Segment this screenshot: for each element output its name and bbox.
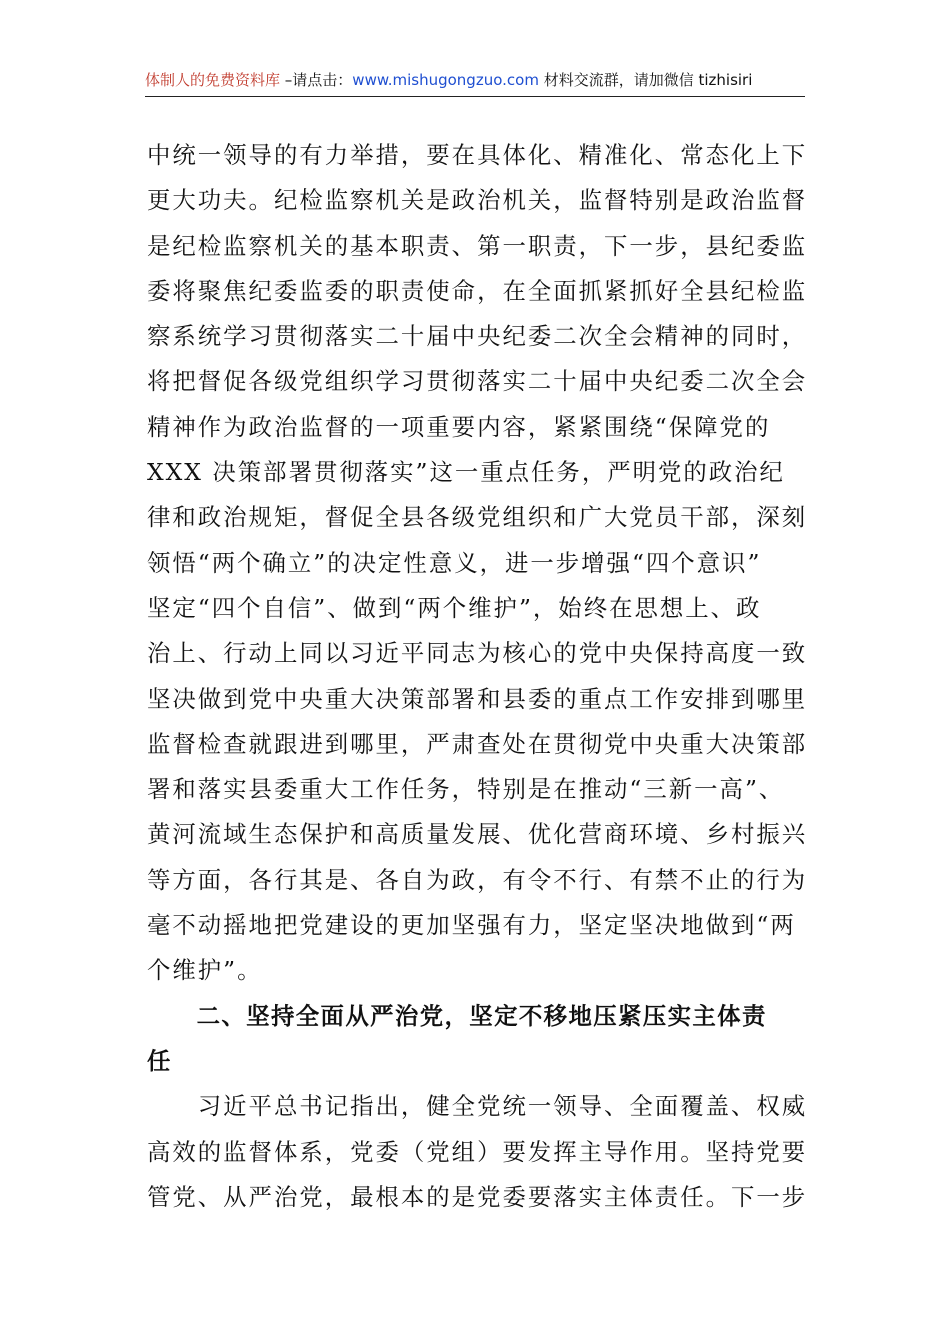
paragraph-1 [147,133,807,994]
header-brand: 体制人的免费资料库 [145,71,281,89]
text-line: 精神作为政治监督的一项重要内容，紧紧围绕“保障党的 [147,412,771,441]
header-prompt: –请点击： [280,71,353,89]
text-line: 等方面，各行其是、各自为政，有令不行、有禁不止的行为 [147,865,807,894]
header-link[interactable]: www.mishugongzuo.com [352,71,539,89]
page-header [145,66,805,96]
document-body [147,133,807,1220]
text-line: 毫不动摇地把党建设的更加坚强有力，坚定坚决地做到“两 [147,911,796,940]
heading-line: 二、坚持全面从严治党，坚定不移地压紧压实主体责 [147,1001,767,1030]
text-line: 坚定“四个自信”、做到“两个维护”，始终在思想上、政 [147,593,762,622]
text-line: 更大功夫。纪检监察机关是政治机关，监督特别是政治监督 [147,186,807,215]
text-line: 管党、从严治党，最根本的是党委要落实主体责任。下一步 [147,1182,807,1211]
text-line: 律和政治规矩，督促全县各级党组织和广大党员干部，深刻 [147,503,807,532]
text-line: 个维护”。 [147,956,263,985]
text-line: 将把督促各级党组织学习贯彻落实二十届中央纪委二次全会 [147,367,807,396]
header-contact: 材料交流群，请加微信 tizhisiri [538,71,753,89]
text-line: XXX 决策部署贯彻落实”这一重点任务，严明党的政治纪 [147,458,785,487]
text-line: 委将聚焦纪委监委的职责使命，在全面抓紧抓好全县纪检监 [147,276,807,305]
text-line: 领悟“两个确立”的决定性意义，进一步增强“四个意识” [147,548,762,577]
text-line: 治上、行动上同以习近平同志为核心的党中央保持高度一致 [147,639,807,668]
paragraph-2 [147,1084,807,1220]
section-heading [147,994,807,1085]
text-line: 监督检查就跟进到哪里，严肃查处在贯彻党中央重大决策部 [147,729,807,758]
text-line: 高效的监督体系，党委（党组）要发挥主导作用。坚持党要 [147,1137,807,1166]
text-line: 黄河流域生态保护和高质量发展、优化营商环境、乡村振兴 [147,820,807,849]
text-line: 中统一领导的有力举措，要在具体化、精准化、常态化上下 [147,141,807,169]
text-line: 是纪检监察机关的基本职责、第一职责，下一步，县纪委监 [147,231,807,260]
heading-line: 任 [147,1046,172,1075]
text-line: 习近平总书记指出，健全党统一领导、全面覆盖、权威 [147,1092,807,1121]
text-line: 署和落实县委重大工作任务，特别是在推动“三新一高”、 [147,775,785,804]
text-line: 坚决做到党中央重大决策部署和县委的重点工作安排到哪里 [147,684,807,713]
header-divider [145,96,805,97]
text-line: 察系统学习贯彻落实二十届中央纪委二次全会精神的同时， [147,322,807,351]
